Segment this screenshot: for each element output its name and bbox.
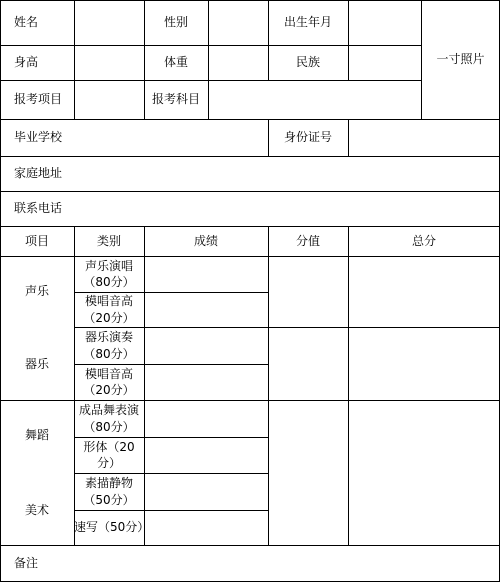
category-instrument-pitch-title: 模唱音高 <box>84 366 133 381</box>
score-cell[interactable] <box>144 400 268 437</box>
height-field[interactable] <box>74 45 144 80</box>
points-cell[interactable] <box>268 400 348 545</box>
total-cell[interactable] <box>348 400 500 545</box>
score-cell[interactable] <box>144 256 268 292</box>
category-instrument-pitch <box>74 364 144 400</box>
column-header-item: 项目 <box>24 233 49 248</box>
column-header-points: 分值 <box>295 233 320 248</box>
category-art-still-life-points: （50分） <box>83 492 135 507</box>
gender-label: 性别 <box>163 15 188 30</box>
phone-label: 联系电话 <box>14 201 63 216</box>
section-dance: 舞蹈 <box>24 427 49 442</box>
column-header-score: 成绩 <box>193 233 218 248</box>
category-art-still-life <box>74 473 144 510</box>
ethnicity-label: 民族 <box>295 55 320 70</box>
category-vocal-pitch-points: （20分） <box>83 310 135 325</box>
section-instrumental: 器乐 <box>24 356 49 371</box>
notes-field[interactable] <box>74 545 500 582</box>
exam-item-field[interactable] <box>74 80 144 119</box>
height-label: 身高 <box>14 55 39 70</box>
school-label: 毕业学校 <box>14 130 63 145</box>
category-art-sketch: 速写（50分） <box>74 520 150 535</box>
id-number-field[interactable] <box>348 119 500 156</box>
column-header-total: 总分 <box>411 233 436 248</box>
points-cell[interactable] <box>268 256 348 327</box>
gender-field[interactable] <box>208 0 268 45</box>
category-instrument-performance-title: 器乐演奏 <box>84 330 133 345</box>
category-instrument-pitch-points: （20分） <box>83 383 135 397</box>
score-cell[interactable] <box>144 437 268 473</box>
category-dance-physique-points: 分） <box>96 456 121 470</box>
id-number-label: 身份证号 <box>283 130 332 145</box>
score-cell[interactable] <box>144 364 268 400</box>
category-dance-physique <box>74 437 144 473</box>
column-header-category: 类别 <box>96 233 121 248</box>
category-dance-performance-points: （80分） <box>83 419 135 434</box>
score-cell[interactable] <box>144 473 268 510</box>
birth-field[interactable] <box>348 0 421 45</box>
ethnicity-field[interactable] <box>348 45 421 80</box>
score-cell[interactable] <box>144 510 268 545</box>
school-field[interactable] <box>74 119 268 156</box>
category-vocal-pitch-title: 模唱音高 <box>84 294 133 309</box>
points-cell[interactable] <box>268 327 348 400</box>
total-cell[interactable] <box>348 256 500 327</box>
category-dance-performance <box>74 400 144 437</box>
address-label: 家庭地址 <box>14 166 63 181</box>
category-dance-performance-title: 成品舞表演 <box>78 403 139 418</box>
photo-placeholder: 一寸照片 <box>436 52 485 67</box>
exam-subject-label: 报考科目 <box>151 92 200 107</box>
category-instrument-performance <box>74 327 144 364</box>
weight-field[interactable] <box>208 45 268 80</box>
category-dance-physique-title: 形体（20 <box>83 439 135 454</box>
notes-label: 备注 <box>14 556 39 571</box>
score-cell[interactable] <box>144 292 268 327</box>
exam-subject-field[interactable] <box>208 80 421 119</box>
section-art: 美术 <box>24 502 49 517</box>
phone-field[interactable] <box>74 191 500 226</box>
section-vocal: 声乐 <box>24 283 49 298</box>
name-label: 姓名 <box>14 15 39 30</box>
address-field[interactable] <box>74 156 500 191</box>
weight-label: 体重 <box>163 55 188 70</box>
name-field[interactable] <box>74 0 144 45</box>
category-vocal-singing <box>74 256 144 292</box>
category-vocal-singing-points: （80分） <box>83 275 135 289</box>
exam-item-label: 报考项目 <box>14 92 63 107</box>
category-art-still-life-title: 素描静物 <box>84 476 133 491</box>
score-cell[interactable] <box>144 327 268 364</box>
category-instrument-performance-points: （80分） <box>83 346 135 361</box>
category-vocal-pitch <box>74 292 144 327</box>
total-cell[interactable] <box>348 327 500 400</box>
birth-label: 出生年月 <box>283 15 332 30</box>
category-vocal-singing-title: 声乐演唱 <box>84 258 133 273</box>
